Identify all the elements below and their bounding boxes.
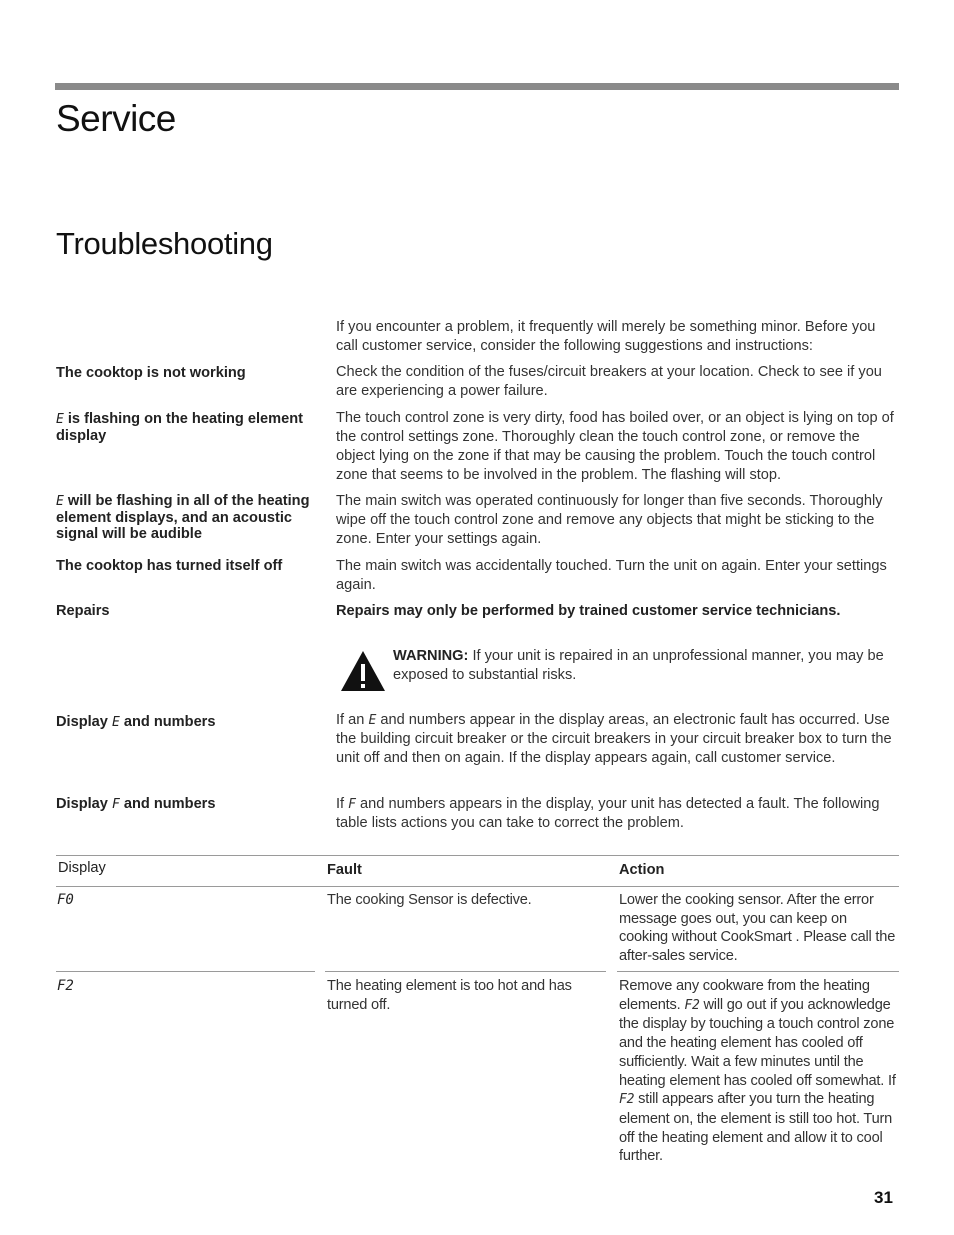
warning-body: If your unit is repaired in an unprofessional manner, you may be exposed to substantial risks. [393, 648, 884, 683]
fault-f2: The heating element is too hot and has turned off. [327, 978, 572, 1013]
action-f2 [619, 977, 899, 1166]
table-header-rule [56, 886, 899, 887]
text-e-flashing: The touch control zone is very dirty, food has boiled over, or an object is lying on top of the control settings zone. Thoroughly clean the touch control zone, or remove the object lying on the zone if that may be causing the problem. Touch the touch control zone that seems to be involved in the problem. The flashing will stop. [336, 410, 894, 483]
label-repairs: Repairs [56, 603, 110, 619]
label-prefix: Display [56, 796, 112, 812]
label-not-working: The cooktop is not working [56, 365, 246, 381]
e-symbol: E [111, 715, 120, 730]
f2-symbol: F2 [684, 997, 700, 1013]
action-f2-part3: still appears after you turn the heating element on, the element is still too hot. Turn off the heating element and allow it to cool further. [619, 1091, 893, 1165]
text-display-f [336, 795, 901, 833]
text-turned-off: The main switch was accidentally touched. Turn the unit on again. Enter your settings again. [336, 558, 887, 593]
header-rule [55, 83, 899, 90]
text-repairs: Repairs may only be performed by trained customer service technicians. [336, 603, 841, 619]
f2-symbol: F2 [619, 1092, 635, 1108]
text-prefix: If an [336, 712, 369, 728]
page-title: Service [56, 98, 176, 139]
e-symbol: E [56, 494, 64, 509]
label-e-all-text: will be flashing in all of the heating element displays, and an acoustic signal will be audible [56, 493, 310, 542]
label-suffix: and numbers [119, 714, 216, 730]
text-display-e [336, 711, 901, 768]
action-f2-part2: will go out if you acknowledge the display by touching a touch control zone and the heating element has cooled off sufficiently. Wait a few minutes until the heating element has cooled off somewhat. If [619, 996, 896, 1089]
warning-icon [339, 649, 387, 693]
text-prefix: If [336, 796, 349, 812]
row-rule-1 [56, 971, 315, 972]
e-symbol: E [368, 713, 377, 728]
f-symbol: F [111, 797, 120, 812]
text-suffix: and numbers appear in the display areas, an electronic fault has occurred. Use the building circuit breaker or the circuit breakers in your circuit breaker box to turn the unit off and then on again. If the display appears again, call customer service. [336, 712, 892, 766]
col-header-fault: Fault [327, 862, 362, 878]
fault-f0: The cooking Sensor is defective. [327, 892, 532, 908]
intro-text: If you encounter a problem, it frequently will merely be something minor. Before you call customer service, consider the following suggestions and instructions: [336, 319, 876, 354]
action-f0: Lower the cooking sensor. After the error message goes out, you can keep on cooking without CookSmart . Please call the after-sales service. [619, 892, 896, 965]
page-number: 31 [874, 1188, 893, 1207]
label-prefix: Display [56, 714, 112, 730]
table-top-rule [56, 855, 899, 856]
text-not-working: Check the condition of the fuses/circuit breakers at your location. Check to see if you are experiencing a power failure. [336, 364, 882, 399]
text-e-all: The main switch was operated continuously for longer than five seconds. Thoroughly wipe off the touch control zone and remove any objects that might be sticking to the zone. Enter your settings again. [336, 493, 883, 547]
e-symbol: E [56, 412, 64, 427]
text-suffix: and numbers appears in the display, your unit has detected a fault. The following table lists actions you can take to correct the problem. [336, 796, 880, 831]
section-title: Troubleshooting [56, 226, 273, 261]
col-header-action: Action [619, 862, 665, 878]
code-f0: F0 [57, 892, 74, 908]
row-rule-3 [617, 971, 899, 972]
label-e-flashing-text: is flashing on the heating element display [56, 411, 304, 444]
label-suffix: and numbers [119, 796, 216, 812]
row-rule-2 [325, 971, 606, 972]
action-f2-part1: Remove any cookware from the heating elements. [619, 978, 870, 1013]
f-symbol: F [348, 797, 356, 812]
col-header-display: Display [58, 860, 106, 876]
label-e-flashing [56, 411, 316, 444]
label-display-e [56, 714, 316, 731]
warning-text [393, 647, 899, 685]
warning-label: WARNING: [393, 648, 469, 664]
label-e-all [56, 493, 316, 542]
label-turned-off: The cooktop has turned itself off [56, 558, 283, 574]
code-f2: F2 [57, 978, 74, 994]
label-display-f [56, 796, 316, 813]
